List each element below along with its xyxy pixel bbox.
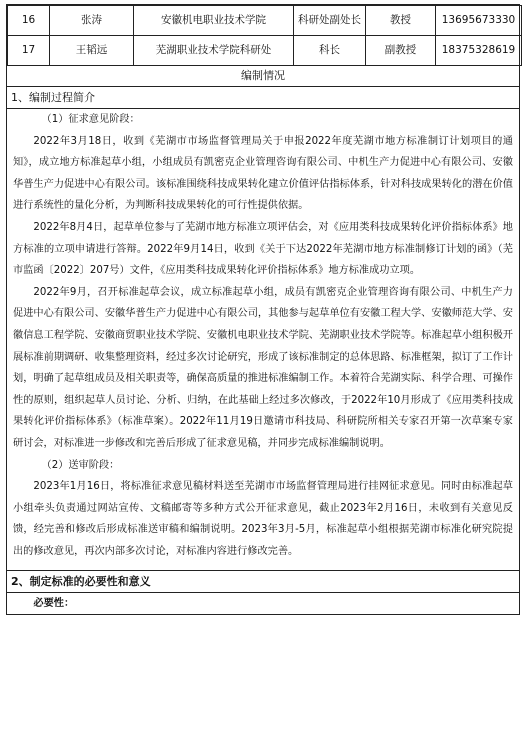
member-org: 芜湖职业技术学院科研处	[134, 36, 294, 66]
member-phone: 13695673330	[436, 6, 522, 36]
member-no: 16	[8, 6, 50, 36]
paragraph: 2022年8月4日，起草单位参与了芜湖市地方标准立项评估会，对《应用类科技成果转化评价指标体系》地方标准的立项申请进行答辩。2022年9月14日，收到《关于下达2022年芜湖市地方标准制修订计划的函》（芜市监函〔2022〕207号）文件，《应用类科技成果转化评价指标体系》地方标准成功立项。	[13, 221, 513, 277]
member-table	[7, 5, 522, 66]
section2-content	[7, 592, 519, 614]
member-org: 安徽机电职业技术学院	[134, 6, 294, 36]
member-phone: 18375328619	[436, 36, 522, 66]
member-rank: 教授	[366, 6, 436, 36]
member-rank: 副教授	[366, 36, 436, 66]
document-page	[6, 4, 520, 615]
section-title: 编制情况	[241, 69, 285, 82]
section2-heading: 2、制定标准的必要性和意义	[7, 570, 519, 592]
table-row	[8, 36, 522, 66]
member-title: 科研处副处长	[294, 6, 366, 36]
paragraph: 2023年1月16日，将标准征求意见稿材料送至芜湖市市场监督管理局进行挂网征求意见。同时由标准起草小组牵头负责通过网站宣传、文稿邮寄等多种方式公开征求意见，截止2023年2月16日，未收到有关意见反馈，经完善和修改后形成标准送审稿和编制说明。2023年3月-5月，标准起草小组根据芜湖市标准化研究院提出的修改意见，再次内部多次讨论，对标准内容进行修改完善。	[13, 481, 513, 557]
stage1-label: （1）征求意见阶段：	[41, 114, 140, 125]
paragraph: 2022年3月18日，收到《芜湖市市场监督管理局关于申报2022年度芜湖市地方标准制订计划项目的通知》，成立地方标准起草小组，小组成员有凯密克企业管理咨询有限公司、中机生产力促进中心有限公司、安徽华普生产力促进中心有限公司。该标准围绕科技成果转化建立价值评估指标体系，针对科技成果转化的潜在价值进行系统性的量化分析，为判断科技成果转化的可行性提供依据。	[13, 135, 513, 212]
member-name: 张涛	[50, 6, 134, 36]
member-title: 科长	[294, 36, 366, 66]
necessity-label: 必要性：	[33, 598, 75, 610]
section1-content	[7, 108, 519, 570]
table-row	[8, 6, 522, 36]
member-name: 王韬远	[50, 36, 134, 66]
member-no: 17	[8, 36, 50, 66]
section1-heading: 1、编制过程简介	[7, 86, 519, 108]
stage2-label: （2）送审阶段：	[41, 459, 120, 471]
paragraph: 2022年9月，召开标准起草会议，成立标准起草小组，成员有凯密克企业管理咨询有限公司、中机生产力促进中心有限公司、安徽华普生产力促进中心有限公司，其他参与起草单位有安徽工程大学、安徽师范大学、安徽信息工程学院、安徽商贸职业技术学院、安徽机电职业技术学院、芜湖职业技术学院等。标准起草小组积极开展标准前期调研、收集整理资料，经过多次讨论研究，形成了该标准制定的总体思路、标准框架，拟订了工作计划，明确了起草组成员及相关职责等，确保高质量的推进标准编制工作。本着符合芜湖实际、科学合理、可操作性的原则，组织起草人员讨论、分析、归纳，在此基础上经过多次修改，于2022年10月形成了《应用类科技成果转化评价指标体系》（标准草案）。2022年11月19日邀请市科技局、科研院所相关专家召开第一次草案专家研讨会，对标准进一步修改和完善后形成了征求意见稿，并同步完成标准编制说明。	[13, 286, 513, 449]
